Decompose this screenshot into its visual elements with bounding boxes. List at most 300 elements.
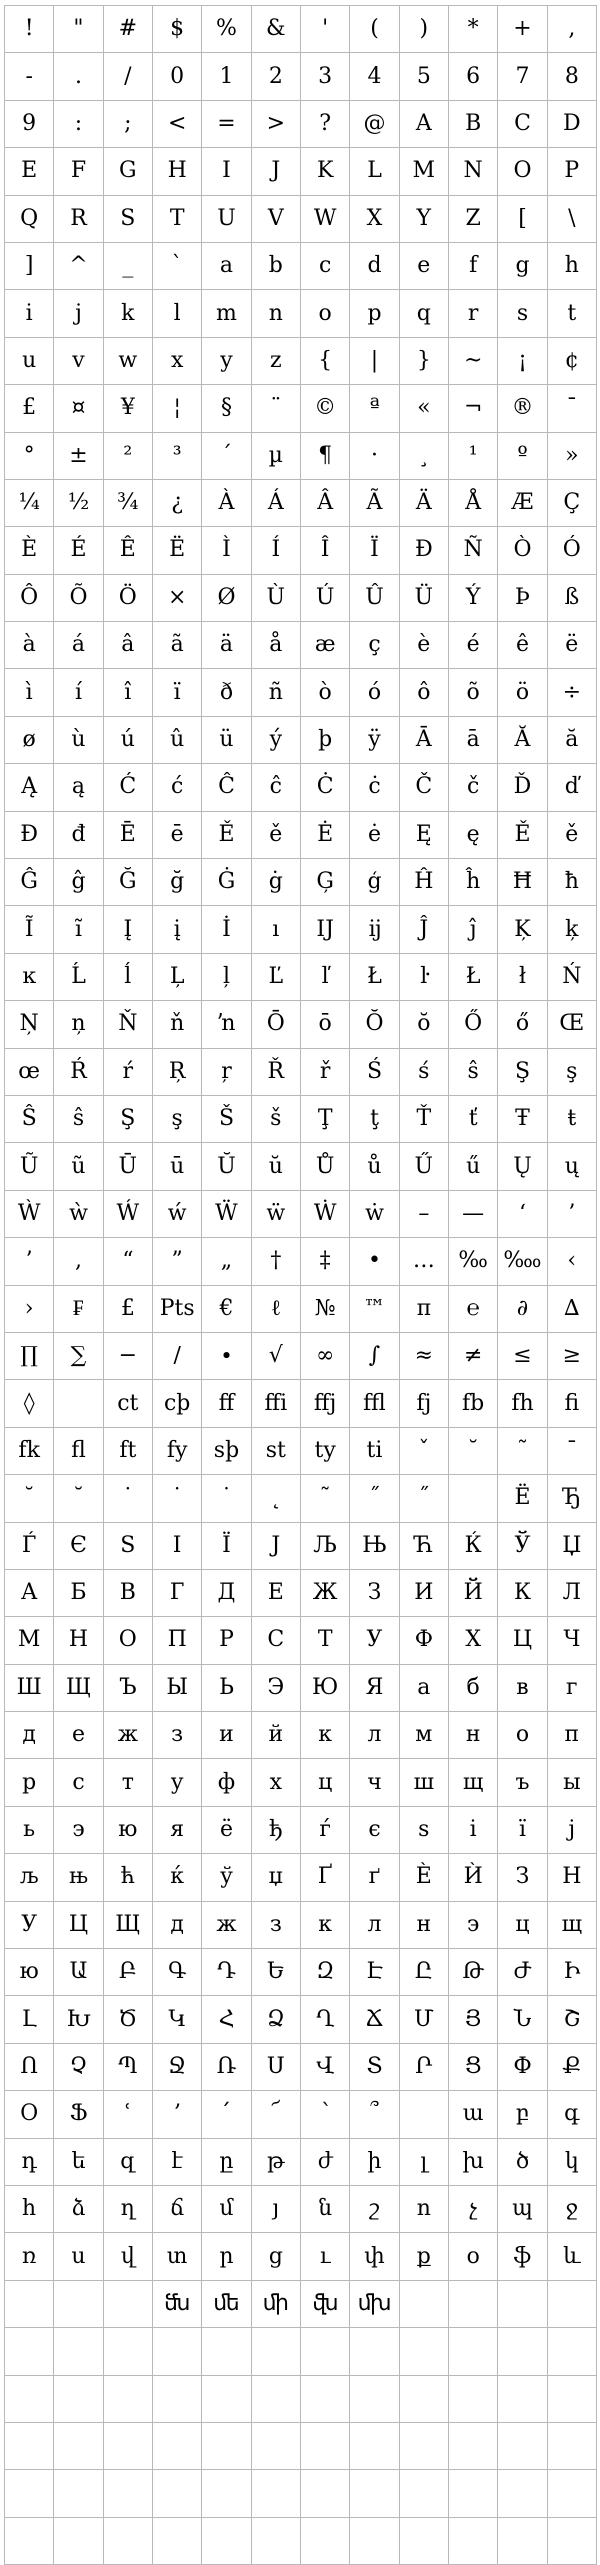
glyph-cell: Ո [5,2044,54,2091]
glyph-cell: մ [202,2186,251,2233]
glyph-cell [548,2470,597,2517]
glyph-cell: ¾ [104,480,153,527]
glyph-cell: s [498,290,547,337]
glyph-cell: ս [54,2233,103,2280]
glyph-cell: Ъ [104,1665,153,1712]
glyph-cell: փ [350,2233,399,2280]
glyph-cell: S [104,196,153,243]
glyph-cell: Ê [104,527,153,574]
glyph-cell: î [104,669,153,716]
glyph-cell: ě [252,812,301,859]
glyph-cell [498,2518,547,2565]
glyph-cell: ê [498,622,547,669]
glyph-cell: ë [548,622,597,669]
glyph-cell: Á [252,480,301,527]
glyph-cell: Ժ [498,1949,547,1996]
glyph-cell: A [400,101,449,148]
glyph-cell: ā [449,717,498,764]
glyph-cell: Ẇ [301,1191,350,1238]
glyph-cell: ե [54,2139,103,2186]
glyph-cell: թ [252,2139,301,2186]
glyph-cell: ‱ [498,1238,547,1285]
glyph-cell: y [202,338,251,385]
glyph-cell: Մ [400,1996,449,2043]
glyph-cell: − [104,1333,153,1380]
glyph-cell: ĸ [5,954,54,1001]
glyph-cell: ³ [153,433,202,480]
glyph-cell: q [400,290,449,337]
glyph-cell: I [153,1523,202,1570]
glyph-cell: ֆ [498,2233,547,2280]
glyph-cell [5,2518,54,2565]
glyph-cell: Ĵ [400,906,449,953]
glyph-cell: ∕ [153,1333,202,1380]
glyph-cell: Е [252,1570,301,1617]
glyph-cell: ‘ [498,1191,547,1238]
glyph-cell: Ц [54,1902,103,1949]
glyph-cell: Հ [202,1996,251,2043]
glyph-cell: Ş [104,1096,153,1143]
glyph-cell: ∆ [548,1286,597,1333]
glyph-cell: Ŝ [5,1096,54,1143]
glyph-cell: ¯ [548,385,597,432]
glyph-cell: ˜ [498,1428,547,1475]
glyph-cell: R [54,196,103,243]
glyph-cell: Խ [54,1996,103,2043]
glyph-cell: ≠ [449,1333,498,1380]
glyph-cell: § [202,385,251,432]
glyph-cell: џ [252,1854,301,1901]
glyph-cell: Ħ [498,859,547,906]
glyph-cell: б [449,1665,498,1712]
glyph-cell: Ø [202,575,251,622]
glyph-cell: © [301,385,350,432]
glyph-cell: ` [153,243,202,290]
glyph-cell: ∏ [5,1333,54,1380]
glyph-cell: Đ [5,812,54,859]
glyph-cell: ű [449,1143,498,1190]
glyph-cell [54,1380,103,1427]
glyph-cell: Æ [498,480,547,527]
glyph-cell: ç [350,622,399,669]
glyph-cell [449,2328,498,2375]
glyph-cell: Û [350,575,399,622]
glyph-cell [548,2423,597,2470]
glyph-cell: З [350,1570,399,1617]
glyph-cell: ; [104,101,153,148]
glyph-cell: V [252,196,301,243]
glyph-cell: ĳ [350,906,399,953]
glyph-cell: Í [252,527,301,574]
glyph-cell: ж [202,1902,251,1949]
glyph-cell: i [5,290,54,337]
glyph-cell: Н [548,1854,597,1901]
glyph-cell: і [449,1807,498,1854]
glyph-cell: Џ [548,1523,597,1570]
glyph-cell: ŭ [252,1143,301,1190]
glyph-cell: Į [104,906,153,953]
glyph-cell [5,2376,54,2423]
glyph-cell [54,2470,103,2517]
glyph-cell: č [449,764,498,811]
glyph-cell: : [54,101,103,148]
glyph-cell: ծ [498,2139,547,2186]
glyph-cell: n [252,290,301,337]
glyph-cell: Յ [449,1996,498,2043]
glyph-cell: Щ [104,1902,153,1949]
glyph-cell: զ [104,2139,153,2186]
glyph-cell: Ï [350,527,399,574]
glyph-cell: è [400,622,449,669]
glyph-cell [301,2423,350,2470]
glyph-cell: ģ [350,859,399,906]
glyph-cell: ċ [350,764,399,811]
glyph-cell: / [104,53,153,100]
glyph-cell: Д [202,1570,251,1617]
glyph-cell: ĝ [54,859,103,906]
glyph-cell: Ł [350,954,399,1001]
glyph-cell: Ē [104,812,153,859]
glyph-cell: Ć [104,764,153,811]
glyph-cell: ъ [498,1759,547,1806]
glyph-cell: щ [449,1759,498,1806]
glyph-cell: S [104,1523,153,1570]
glyph-cell [5,2281,54,2328]
glyph-cell: ! [5,6,54,53]
glyph-cell: ļ [202,954,251,1001]
glyph-cell: ” [153,1238,202,1285]
glyph-cell: У [350,1617,399,1664]
glyph-cell: æ [301,622,350,669]
glyph-cell: đ [54,812,103,859]
glyph-cell: ց [252,2233,301,2280]
glyph-cell: 4 [350,53,399,100]
glyph-cell: Ձ [252,1996,301,2043]
glyph-cell: ∂ [498,1286,547,1333]
glyph-cell: є [350,1807,399,1854]
glyph-cell: ò [301,669,350,716]
glyph-cell: ք [400,2233,449,2280]
glyph-cell: ю [5,1949,54,1996]
glyph-cell: ẃ [153,1191,202,1238]
glyph-cell: þ [301,717,350,764]
glyph-cell: Օ [5,2091,54,2138]
glyph-cell: Դ [202,1949,251,1996]
glyph-cell: ‡ [301,1238,350,1285]
glyph-cell: й [252,1712,301,1759]
glyph-cell: € [202,1286,251,1333]
glyph-cell: Ã [350,480,399,527]
glyph-cell: J [252,148,301,195]
glyph-cell: Ẁ [5,1191,54,1238]
glyph-cell: Ռ [202,2044,251,2091]
glyph-cell: ą [54,764,103,811]
glyph-cell: ty [301,1428,350,1475]
glyph-cell: Ճ [350,1996,399,2043]
glyph-cell: У [5,1902,54,1949]
glyph-cell: ՜ [252,2091,301,2138]
glyph-cell: Ч [548,1617,597,1664]
glyph-cell: Ẃ [104,1191,153,1238]
glyph-cell [54,2518,103,2565]
glyph-cell: • [350,1238,399,1285]
glyph-cell [498,2281,547,2328]
glyph-cell: Ե [252,1949,301,1996]
glyph-cell: Ĺ [54,954,103,1001]
glyph-cell: ˙ [104,1475,153,1522]
glyph-cell: ѕ [400,1807,449,1854]
glyph-cell: fb [449,1380,498,1427]
glyph-cell: Է [350,1949,399,1996]
glyph-cell: М [5,1617,54,1664]
glyph-cell: Å [449,480,498,527]
glyph-cell: Ģ [301,859,350,906]
glyph-cell: ŏ [400,1001,449,1048]
glyph-cell: Ũ [5,1143,54,1190]
glyph-cell: 2 [252,53,301,100]
glyph-cell: ՝ [301,2091,350,2138]
glyph-cell: С [252,1617,301,1664]
glyph-cell: U [202,196,251,243]
glyph-cell: ﬕ [252,2281,301,2328]
glyph-cell: ŝ [449,1049,498,1096]
glyph-cell: Ų [498,1143,547,1190]
glyph-cell: Х [449,1617,498,1664]
glyph-cell: т [104,1759,153,1806]
glyph-cell: ћ [104,1854,153,1901]
glyph-cell: Ը [400,1949,449,1996]
glyph-cell: x [153,338,202,385]
glyph-cell: և [548,2233,597,2280]
glyph-cell: ՞ [350,2091,399,2138]
glyph-cell: fj [400,1380,449,1427]
glyph-cell: ˝ [400,1475,449,1522]
glyph-cell: к [301,1902,350,1949]
glyph-cell: г [548,1665,597,1712]
glyph-cell [104,2376,153,2423]
glyph-cell: l [153,290,202,337]
glyph-cell: Ŧ [498,1096,547,1143]
glyph-cell: º [498,433,547,480]
glyph-cell: g [498,243,547,290]
glyph-cell: К [498,1570,547,1617]
glyph-cell: ˘ [54,1475,103,1522]
glyph-cell [252,2328,301,2375]
glyph-cell [301,2376,350,2423]
glyph-cell: с [54,1759,103,1806]
glyph-cell: ¼ [5,480,54,527]
glyph-cell: ﬔ [202,2281,251,2328]
glyph-cell: Տ [350,2044,399,2091]
glyph-cell: ķ [548,906,597,953]
glyph-cell: № [301,1286,350,1333]
glyph-cell: Ц [498,1617,547,1664]
glyph-cell: sþ [202,1428,251,1475]
glyph-cell: 7 [498,53,547,100]
glyph-cell: ю [104,1807,153,1854]
glyph-cell: á [54,622,103,669]
glyph-cell: Ļ [153,954,202,1001]
glyph-cell: ˇ [400,1428,449,1475]
glyph-cell: Ō [252,1001,301,1048]
glyph-cell: Ю [301,1665,350,1712]
glyph-cell: Ċ [301,764,350,811]
glyph-cell: ◊ [5,1380,54,1427]
glyph-cell: ¡ [498,338,547,385]
glyph-cell: ˜ [301,1475,350,1522]
glyph-cell: Ś [350,1049,399,1096]
glyph-cell: ª [350,385,399,432]
glyph-cell: ù [54,717,103,764]
glyph-cell: Ф [400,1617,449,1664]
glyph-cell: Ẅ [202,1191,251,1238]
glyph-cell: ß [548,575,597,622]
glyph-cell: ﬖ [301,2281,350,2328]
glyph-cell: \ [548,196,597,243]
glyph-cell: } [400,338,449,385]
glyph-cell: ł [498,954,547,1001]
glyph-cell: Щ [54,1665,103,1712]
glyph-cell [400,2470,449,2517]
glyph-cell [400,2376,449,2423]
glyph-cell: 9 [5,101,54,148]
glyph-cell: ĵ [449,906,498,953]
glyph-cell: ğ [153,859,202,906]
glyph-cell: m [202,290,251,337]
glyph-cell: ¨ [252,385,301,432]
glyph-cell: ] [5,243,54,290]
glyph-cell: ş [548,1049,597,1096]
glyph-cell: ¶ [301,433,350,480]
glyph-cell: z [252,338,301,385]
glyph-cell: ý [252,717,301,764]
glyph-cell: ի [350,2139,399,2186]
glyph-cell: ) [400,6,449,53]
glyph-cell: ¹ [449,433,498,480]
glyph-cell: Ї [202,1523,251,1570]
glyph-cell [350,2376,399,2423]
glyph-cell: ё [202,1807,251,1854]
glyph-cell: Ņ [5,1001,54,1048]
glyph-cell: ů [350,1143,399,1190]
glyph-cell: Լ [5,1996,54,2043]
glyph-cell: Pts [153,1286,202,1333]
glyph-cell: ŀ [400,954,449,1001]
glyph-cell: ď [548,764,597,811]
glyph-cell: † [252,1238,301,1285]
glyph-cell: à [5,622,54,669]
glyph-cell [252,2518,301,2565]
glyph-cell: Ő [449,1001,498,1048]
glyph-cell: ü [202,717,251,764]
glyph-cell: Р [202,1617,251,1664]
glyph-cell: - [5,53,54,100]
glyph-cell [548,2328,597,2375]
glyph-cell: ’ [548,1191,597,1238]
glyph-cell: ě [548,812,597,859]
glyph-cell: 1 [202,53,251,100]
glyph-cell: Ա [54,1949,103,1996]
glyph-cell: X [350,196,399,243]
glyph-cell: | [350,338,399,385]
glyph-cell: ∞ [301,1333,350,1380]
glyph-cell [153,2328,202,2375]
glyph-cell: > [252,101,301,148]
glyph-cell: fh [498,1380,547,1427]
glyph-cell: Ť [400,1096,449,1143]
glyph-cell: Ě [498,812,547,859]
glyph-cell: ы [548,1759,597,1806]
glyph-cell: Č [400,764,449,811]
glyph-cell: Փ [498,2044,547,2091]
glyph-cell: İ [202,906,251,953]
glyph-cell: â [104,622,153,669]
glyph-cell: Ж [301,1570,350,1617]
glyph-cell [449,2281,498,2328]
glyph-cell: ÷ [548,669,597,716]
glyph-cell: ռ [5,2233,54,2280]
glyph-cell: ѓ [301,1807,350,1854]
glyph-cell: į [153,906,202,953]
glyph-cell: Ó [548,527,597,574]
glyph-cell: * [449,6,498,53]
glyph-cell: ^ [54,243,103,290]
glyph-cell [498,2376,547,2423]
glyph-cell: + [498,6,547,53]
glyph-cell [449,2423,498,2470]
glyph-cell: Ջ [153,2044,202,2091]
glyph-cell: B [449,101,498,148]
glyph-cell: Ú [301,575,350,622]
glyph-cell: ђ [252,1807,301,1854]
glyph-cell: ŕ [104,1049,153,1096]
glyph-cell: ffi [252,1380,301,1427]
glyph-cell: Ў [498,1523,547,1570]
glyph-cell: P [548,148,597,195]
glyph-cell: լ [400,2139,449,2186]
glyph-cell: Î [301,527,350,574]
glyph-cell: Ђ [548,1475,597,1522]
glyph-cell: Š [202,1096,251,1143]
glyph-cell: ĥ [449,859,498,906]
glyph-cell: ՛ [202,2091,251,2138]
glyph-cell: ffj [301,1380,350,1427]
glyph-cell: ո [400,2186,449,2233]
glyph-cell: ш [400,1759,449,1806]
glyph-cell: Ր [400,2044,449,2091]
glyph-cell: В [104,1570,153,1617]
glyph-cell: Ղ [301,1996,350,2043]
glyph-cell: Ĉ [202,764,251,811]
glyph-cell [449,1475,498,1522]
glyph-cell: ≤ [498,1333,547,1380]
glyph-cell: Ą [5,764,54,811]
glyph-cell: ц [498,1902,547,1949]
glyph-cell: õ [449,669,498,716]
glyph-cell: з [153,1712,202,1759]
glyph-cell: э [449,1902,498,1949]
glyph-cell [350,2328,399,2375]
glyph-cell [350,2470,399,2517]
glyph-cell: Ñ [449,527,498,574]
glyph-cell: ħ [548,859,597,906]
glyph-cell: ‹ [548,1238,597,1285]
glyph-cell: ¤ [54,385,103,432]
glyph-cell: ∑ [54,1333,103,1380]
glyph-cell: Ł [449,954,498,1001]
glyph-cell: ţ [350,1096,399,1143]
glyph-cell: ś [400,1049,449,1096]
